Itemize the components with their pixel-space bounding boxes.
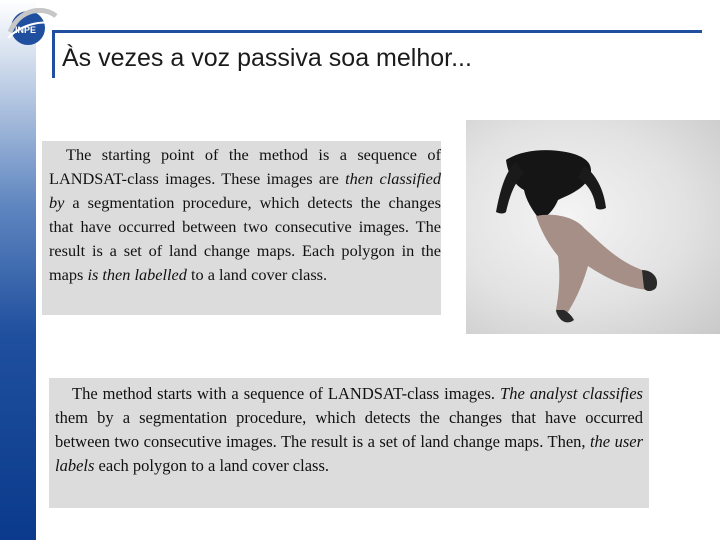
passive-voice-text-box: [42, 141, 441, 315]
text-segment: to a land cover class.: [186, 265, 328, 284]
text-segment: The method starts with a sequence of LANDSAT-class images.: [72, 384, 501, 403]
active-voice-paragraph: [55, 382, 643, 478]
jumping-person-photo: [466, 120, 720, 334]
title-rule-vertical: [52, 30, 55, 78]
emphasized-phrase: the user labels: [55, 432, 643, 475]
logo-text: INPE: [15, 25, 37, 35]
text-segment: The starting point of the method is a sequence of LANDSAT-class images. These images are: [49, 145, 441, 188]
side-gradient-bar: [0, 0, 36, 540]
text-segment: them by a segmentation procedure, which detects the changes that have occurred between two consecutive images. The result is a set of land change maps. Then,: [55, 408, 643, 451]
passive-voice-paragraph: [49, 143, 441, 287]
text-segment: each polygon to a land cover class.: [94, 456, 330, 475]
slide-title: Às vezes a voz passiva soa melhor...: [62, 44, 472, 72]
title-rule-horizontal: [52, 30, 702, 33]
emphasized-phrase: is then labelled: [87, 265, 187, 284]
text-segment: a segmentation procedure, which detects the changes that have occurred between two consecutive images. The result is a set of land change maps. Each polygon in the maps: [49, 193, 441, 284]
active-voice-text-box: [49, 378, 649, 508]
emphasized-phrase: The analyst classifies: [500, 384, 643, 403]
inpe-logo: [2, 2, 58, 50]
emphasized-phrase: then classified by: [49, 169, 441, 212]
